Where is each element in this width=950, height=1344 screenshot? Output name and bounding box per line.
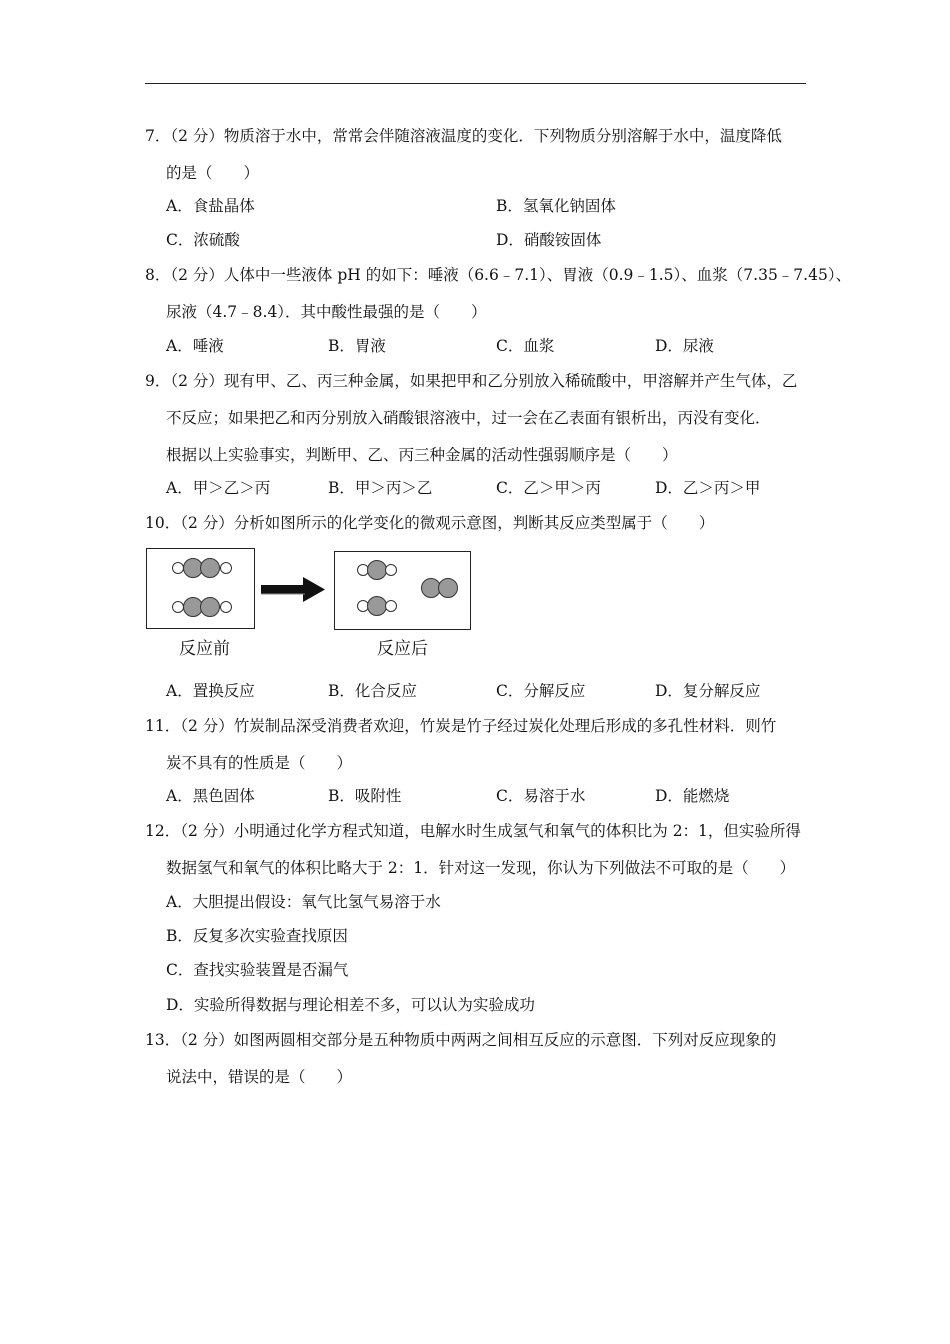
before-label: 反应前 (179, 639, 230, 659)
q12-option-c[interactable]: C．查找实验装置是否漏气 (166, 961, 349, 979)
q7-option-a[interactable]: A．食盐晶体 (166, 197, 255, 215)
reactant-molecules (147, 549, 254, 628)
q7-stem-line2: 的是（ ） (166, 164, 260, 182)
q8-option-c[interactable]: C．血浆 (496, 337, 555, 355)
q7-option-c[interactable]: C．浓硫酸 (166, 231, 240, 249)
q12-option-b[interactable]: B．反复多次实验查找原因 (166, 927, 348, 945)
reaction-before-box (146, 548, 255, 629)
q11-stem-line2: 炭不具有的性质是（ ） (166, 754, 353, 772)
q10-stem-line1: 10．（2 分）分析如图所示的化学变化的微观示意图，判断其反应类型属于（ ） (145, 514, 715, 532)
reaction-after-box (334, 551, 471, 630)
header-rule (145, 83, 806, 84)
q7-option-b[interactable]: B．氢氧化钠固体 (496, 197, 616, 215)
q8-option-b[interactable]: B．胃液 (328, 337, 386, 355)
q9-stem-line1: 9．（2 分）现有甲、乙、丙三种金属，如果把甲和乙分别放入稀硫酸中，甲溶解并产生气体，乙 (145, 372, 798, 390)
q12-stem-line1: 12．（2 分）小明通过化学方程式知道，电解水时生成氢气和氧气的体积比为 2：1，但实验所得 (145, 822, 801, 840)
q9-option-d[interactable]: D．乙＞丙＞甲 (655, 479, 761, 497)
q12-option-d[interactable]: D．实验所得数据与理论相差不多，可以认为实验成功 (166, 996, 535, 1014)
q11-option-a[interactable]: A．黑色固体 (166, 787, 255, 805)
q8-stem-line2: 尿液（4.7﹣8.4）．其中酸性最强的是（ ） (166, 303, 487, 321)
q10-option-b[interactable]: B．化合反应 (328, 682, 417, 700)
q11-stem-line1: 11．（2 分）竹炭制品深受消费者欢迎，竹炭是竹子经过炭化处理后形成的多孔性材料．则竹 (145, 717, 777, 735)
q9-stem-line2: 不反应；如果把乙和丙分别放入硝酸银溶液中，过一会在乙表面有银析出，丙没有变化． (166, 409, 771, 427)
q8-option-a[interactable]: A．唾液 (166, 337, 224, 355)
q7-option-d[interactable]: D．硝酸铵固体 (496, 231, 602, 249)
q13-stem-line2: 说法中，错误的是（ ） (166, 1068, 353, 1086)
molecule-after-1 (358, 561, 397, 580)
reaction-arrow-icon (259, 575, 327, 605)
q10-option-d[interactable]: D．复分解反应 (655, 682, 761, 700)
molecule-before-1 (173, 559, 232, 578)
q8-stem-line1: 8．（2 分）人体中一些液体 pH 的如下：唾液（6.6﹣7.1）、胃液（0.9﹣1.5）、血浆（7.35﹣7.45）、 (145, 266, 852, 284)
q8-option-d[interactable]: D．尿液 (655, 337, 714, 355)
q12-option-a[interactable]: A．大胆提出假设：氧气比氢气易溶于水 (166, 893, 441, 911)
q9-option-c[interactable]: C．乙＞甲＞丙 (496, 479, 601, 497)
q12-stem-line2: 数据氢气和氧气的体积比略大于 2：1．针对这一发现，你认为下列做法不可取的是（ ） (166, 859, 796, 877)
molecule-before-2 (173, 598, 232, 617)
q10-option-a[interactable]: A．置换反应 (166, 682, 255, 700)
q13-stem-line1: 13．（2 分）如图两圆相交部分是五种物质中两两之间相互反应的示意图．下列对反应现象的 (145, 1031, 777, 1049)
q10-option-c[interactable]: C．分解反应 (496, 682, 586, 700)
q7-stem-line1: 7．（2 分）物质溶于水中，常常会伴随溶液温度的变化．下列物质分别溶解于水中，温度降低 (145, 127, 782, 145)
q9-option-b[interactable]: B．甲＞丙＞乙 (328, 479, 433, 497)
molecule-after-3 (422, 579, 458, 598)
after-label: 反应后 (377, 639, 428, 659)
q9-stem-line3: 根据以上实验事实，判断甲、乙、丙三种金属的活动性强弱顺序是（ ） (166, 446, 678, 464)
product-molecules (335, 552, 470, 629)
q11-option-c[interactable]: C．易溶于水 (496, 787, 586, 805)
molecule-after-2 (358, 597, 397, 616)
q11-option-d[interactable]: D．能燃烧 (655, 787, 730, 805)
q11-option-b[interactable]: B．吸附性 (328, 787, 402, 805)
q9-option-a[interactable]: A．甲＞乙＞丙 (166, 479, 271, 497)
